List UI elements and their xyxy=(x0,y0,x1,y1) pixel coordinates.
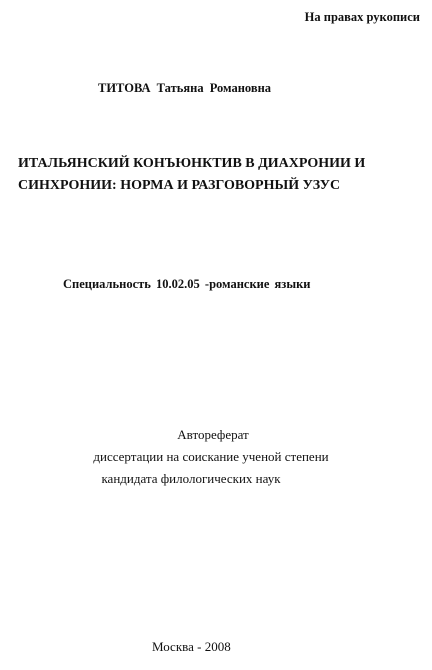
rights-notice: На правах рукописи xyxy=(304,10,420,24)
dissertation-title xyxy=(18,153,418,197)
author-name: ТИТОВА Татьяна Романовна xyxy=(98,81,272,95)
abstract-line-1: Автореферат xyxy=(177,427,249,442)
title-line-2: СИНХРОНИИ: НОРМА И РАЗГОВОРНЫЙ УЗУС xyxy=(18,178,341,193)
city-year: Москва - 2008 xyxy=(152,639,231,654)
abstract-line-2: диссертации на соискание ученой степени xyxy=(93,449,329,464)
title-line-1: ИТАЛЬЯНСКИЙ КОНЪЮНКТИВ В ДИАХРОНИИ И xyxy=(18,156,366,171)
specialty-line: Специальность 10.02.05 -романские языки xyxy=(63,277,311,291)
abstract-description xyxy=(0,424,432,490)
abstract-line-3: кандидата филологических наук xyxy=(101,471,281,486)
